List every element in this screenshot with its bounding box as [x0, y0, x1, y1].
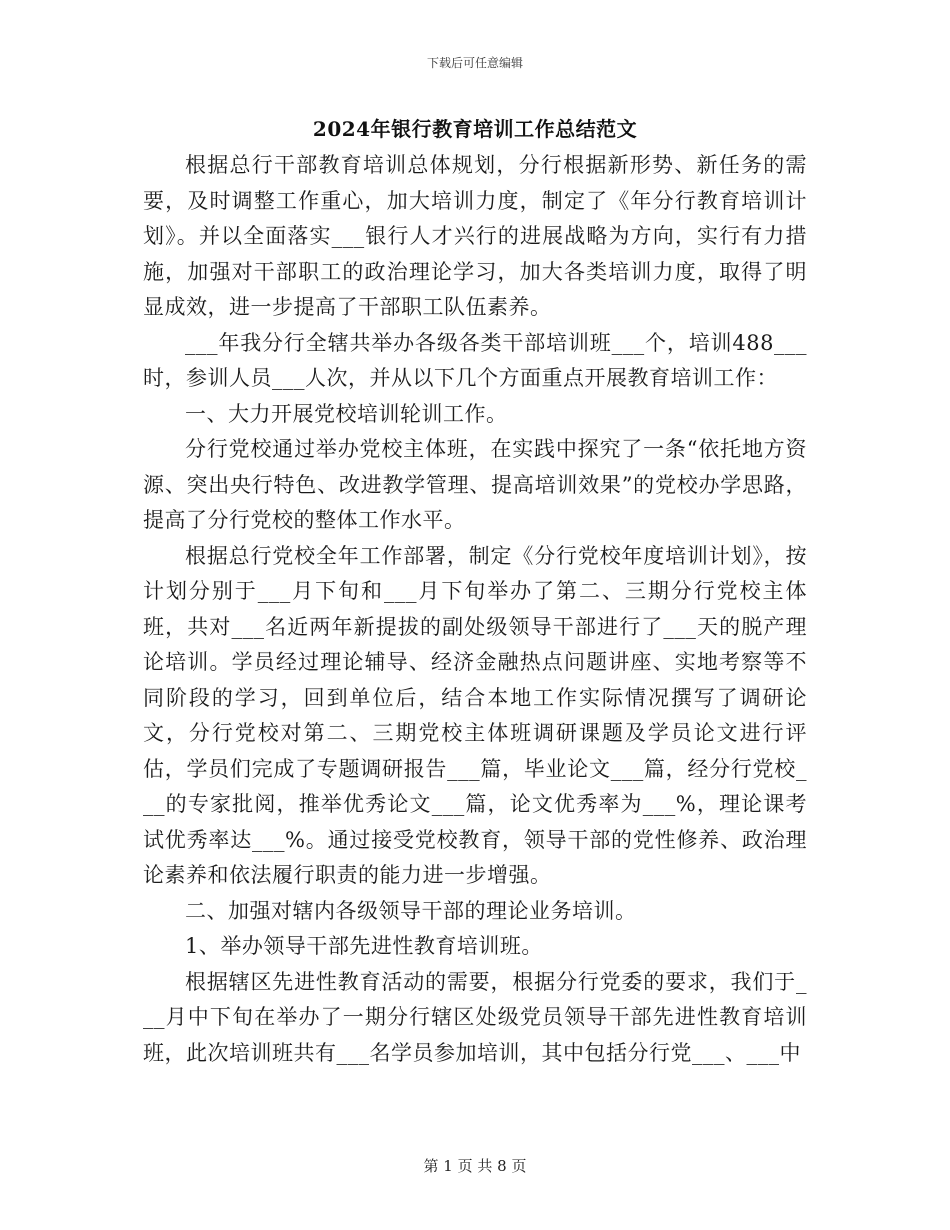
paragraph-summary: ___年我分行全辖共举办各级各类干部培训班___个，培训488___时，参训人员___人次，并从以下几个方面重点开展教育培训工作：: [143, 330, 807, 390]
subsection-heading-1: 1、举办领导干部先进性教育培训班。: [185, 934, 543, 958]
paragraph-party-school: 分行党校通过举办党校主体班，在实践中探究了一条“依托地方资源、突出央行特色、改进教学管理、提高培训效果”的党校办学思路，提高了分行党校的整体工作水平。: [143, 437, 807, 532]
paragraph-intro: 根据总行干部教育培训总体规划，分行根据新形势、新任务的需要，及时调整工作重心，加大培训力度，制定了《年分行教育培训计划》。并以全面落实___银行人才兴行的进展战略为方向，实行有力措施，加强对干部职工的政治理论学习，加大各类培训力度，取得了明显成效，进一步提高了干部职工队伍素养。: [143, 153, 807, 319]
page-number: 第 1 页 共 8 页: [423, 1157, 527, 1175]
document-title: 2024年银行教育培训工作总结范文: [312, 117, 638, 141]
section-heading-2: 二、加强对辖内各级领导干部的理论业务培训。: [185, 898, 637, 923]
paragraph-advanced-education: 根据辖区先进性教育活动的需要，根据分行党委的要求，我们于___月中下旬在举办了一期分行辖区处级党员领导干部先进性教育培训班，此次培训班共有___名学员参加培训，其中包括分行党___、___中: [143, 969, 807, 1065]
section-heading-1: 一、大力开展党校培训轮训工作。: [185, 401, 508, 426]
paragraph-training-plan: 根据总行党校全年工作部署，制定《分行党校年度培训计划》，按计划分别于___月下旬和___月下旬举办了第二、三期分行党校主体班，共对___名近两年新提拔的副处级领导干部进行了___天的脱产理论培训。学员经过理论辅导、经济金融热点问题讲座、实地考察等不同阶段的学习，回到单位后，结合本地工作实际情况撰写了调研论文，分行党校对第二、三期党校主体班调研课题及学员论文进行评估，学员们完成了专题调研报告___篇，毕业论文___篇，经分行党校___的专家批阅，推举优秀论文___篇，论文优秀率为___%，理论课考试优秀率达___%。通过接受党校教育，领导干部的党性修养、政治理论素养和依法履行职责的能力进一步增强。: [143, 543, 807, 887]
document-body: [143, 148, 807, 1071]
page-header-note: 下载后可任意编辑: [426, 56, 523, 70]
